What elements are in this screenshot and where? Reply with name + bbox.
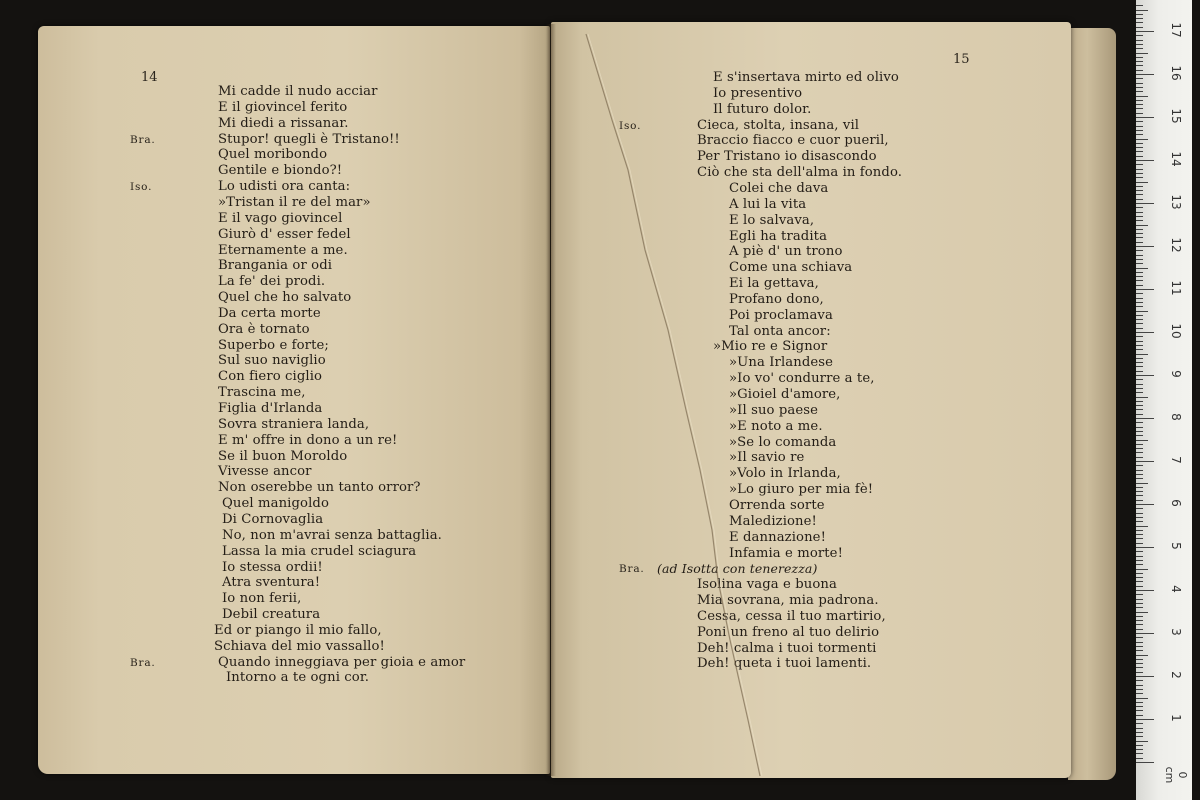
ruler-tick [1136, 706, 1143, 707]
ruler-tick [1136, 57, 1143, 58]
ruler-tick [1136, 676, 1154, 677]
ruler-tick [1136, 65, 1143, 66]
ruler-tick [1136, 358, 1143, 359]
ruler-tick [1136, 117, 1154, 118]
ruler-tick [1136, 147, 1143, 148]
ruler-tick [1136, 246, 1154, 247]
verse-line: E dannazione! [729, 529, 826, 545]
ruler-tick [1136, 663, 1143, 664]
ruler-tick [1136, 10, 1148, 11]
ruler-tick [1136, 732, 1143, 733]
ruler-tick [1136, 689, 1143, 690]
ruler-tick [1136, 199, 1143, 200]
ruler-tick [1136, 741, 1148, 742]
verse-line: Come una schiava [729, 260, 853, 276]
ruler-tick [1136, 225, 1148, 226]
ruler-tick [1136, 517, 1143, 518]
ruler-tick [1136, 753, 1143, 754]
ruler-tick [1136, 169, 1143, 170]
ruler-tick [1136, 448, 1143, 449]
verse-line: Cessa, cessa il tuo martirio, [697, 608, 886, 624]
ruler-tick [1136, 78, 1143, 79]
verse-line: Deh! queta i tuoi lamenti. [697, 656, 872, 672]
ruler-tick [1136, 104, 1143, 105]
verse-line: Io presentivo [713, 85, 803, 101]
ruler-tick [1136, 620, 1143, 621]
ruler-tick [1136, 603, 1143, 604]
ruler-tick [1136, 341, 1143, 342]
verse-line: E il vago giovincel [218, 210, 343, 226]
verse-line: Quel che ho salvato [218, 290, 352, 306]
verse-line: Trascina me, [218, 385, 306, 401]
verse-line: Mia sovrana, mia padrona. [697, 593, 879, 609]
verse-line: Braccio fiacco e cuor pueril, [697, 133, 889, 149]
ruler-tick [1136, 173, 1143, 174]
ruler-tick [1136, 336, 1143, 337]
ruler-number: 4 [1169, 585, 1183, 593]
ruler-tick [1136, 285, 1143, 286]
verse-line: Il futuro dolor. [713, 101, 812, 117]
ruler-tick [1136, 134, 1143, 135]
ruler-tick [1136, 758, 1143, 759]
ruler-tick [1136, 599, 1143, 600]
verse-line: »Tristan il re del mar» [218, 194, 371, 210]
ruler-tick [1136, 27, 1143, 28]
ruler-tick [1136, 48, 1143, 49]
speaker-label: Bra. [130, 133, 156, 146]
ruler-tick [1136, 427, 1143, 428]
ruler-tick [1136, 633, 1154, 634]
ruler-number: 6 [1169, 499, 1183, 507]
verse-line: A lui la vita [729, 196, 807, 212]
verse-line: Ei la gettava, [729, 276, 819, 292]
speaker-label: Bra. [619, 563, 645, 576]
ruler-tick [1136, 190, 1143, 191]
verse-line: Con fiero ciglio [218, 369, 323, 385]
verse-line: »Mio re e Signor [713, 339, 828, 355]
verse-line: Sovra straniera landa, [218, 416, 370, 432]
page-number-left: 14 [141, 70, 158, 85]
ruler-tick [1136, 186, 1143, 187]
ruler-tick [1136, 74, 1154, 75]
ruler-tick [1136, 526, 1148, 527]
verse-line: Eternamente a me. [218, 242, 348, 258]
ruler-tick [1136, 298, 1143, 299]
ruler-number: 14 [1169, 151, 1183, 167]
verse-line: Isolina vaga e buona [697, 577, 837, 593]
verse-line: »Volo in Irlanda, [729, 466, 841, 482]
ruler-tick [1136, 495, 1143, 496]
ruler-tick [1136, 207, 1143, 208]
ruler-number: 10 [1169, 323, 1183, 339]
ruler-tick [1136, 573, 1143, 574]
ruler-tick [1136, 328, 1143, 329]
ruler-tick [1136, 736, 1143, 737]
ruler-tick [1136, 302, 1143, 303]
ruler-label: 0 cm [1163, 766, 1189, 784]
verse-line: »E noto a me. [729, 418, 823, 434]
ruler-tick [1136, 276, 1143, 277]
verse-line: »Il savio re [729, 450, 805, 466]
ruler-tick [1136, 581, 1143, 582]
ruler-tick [1136, 113, 1143, 114]
ruler-tick [1136, 513, 1143, 514]
ruler-tick [1136, 508, 1143, 509]
ruler-tick [1136, 405, 1143, 406]
ruler-number: 16 [1169, 65, 1183, 81]
ruler-tick [1136, 642, 1143, 643]
ruler-number: 5 [1169, 542, 1183, 550]
ruler-tick [1136, 250, 1143, 251]
ruler-tick [1136, 474, 1143, 475]
ruler-tick [1136, 306, 1143, 307]
ruler-tick [1136, 233, 1143, 234]
verse-line: Se il buon Moroldo [218, 448, 348, 464]
verse-line: Ora è tornato [218, 321, 310, 337]
ruler-number: 13 [1169, 194, 1183, 210]
ruler-tick [1136, 414, 1143, 415]
ruler-tick [1136, 749, 1143, 750]
ruler-number: 7 [1169, 456, 1183, 464]
ruler-number: 8 [1169, 413, 1183, 421]
ruler-tick [1136, 371, 1143, 372]
ruler-tick [1136, 121, 1143, 122]
verse-line: Lo udisti ora canta: [218, 179, 351, 195]
ruler-tick [1136, 332, 1154, 333]
verse-line: Gentile e biondo?! [218, 163, 343, 179]
ruler-tick [1136, 547, 1154, 548]
speaker-label: Iso. [130, 181, 153, 194]
ruler-tick [1136, 130, 1143, 131]
ruler-tick [1136, 637, 1143, 638]
verse-line: E lo salvava, [729, 212, 815, 228]
ruler-tick [1136, 139, 1148, 140]
ruler-tick [1136, 259, 1143, 260]
ruler-tick [1136, 349, 1143, 350]
ruler-tick [1136, 440, 1148, 441]
ruler-number: 12 [1169, 237, 1183, 253]
ruler-tick [1136, 272, 1143, 273]
ruler-tick [1136, 293, 1143, 294]
ruler-tick [1136, 629, 1143, 630]
ruler-tick [1136, 422, 1143, 423]
verse-line: Poni un freno al tuo delirio [697, 624, 880, 640]
verse-line: Superbo e forte; [218, 337, 329, 353]
ruler-tick [1136, 483, 1148, 484]
ruler-tick [1136, 521, 1143, 522]
ruler-tick [1136, 35, 1143, 36]
ruler-tick [1136, 401, 1143, 402]
ruler-tick [1136, 160, 1154, 161]
ruler-tick [1136, 470, 1143, 471]
verse-line: Lassa la mia crudel sciagura [222, 543, 417, 559]
ruler-tick [1136, 194, 1143, 195]
verse-line: Poi proclamava [729, 307, 833, 323]
ruler-tick [1136, 452, 1143, 453]
verse-line: Sul suo naviglio [218, 353, 326, 369]
ruler-number: 3 [1169, 628, 1183, 636]
ruler-tick [1136, 397, 1148, 398]
ruler-tick [1136, 659, 1143, 660]
verse-line: Mi diedi a rissanar. [218, 115, 349, 131]
ruler-tick [1136, 728, 1143, 729]
ruler-tick [1136, 646, 1143, 647]
ruler-tick [1136, 87, 1143, 88]
ruler-number: 15 [1169, 108, 1183, 124]
ruler-tick [1136, 612, 1148, 613]
ruler-tick [1136, 461, 1154, 462]
ruler-tick [1136, 70, 1143, 71]
ruler-tick [1136, 500, 1143, 501]
verse-line: Io stessa ordii! [222, 559, 323, 575]
verse-line: Io non ferii, [222, 591, 302, 607]
verse-line: Mi cadde il nudo acciar [218, 84, 378, 99]
verse-line: Infamia e morte! [729, 545, 843, 561]
ruler-tick [1136, 534, 1143, 535]
right-page [551, 22, 1071, 778]
ruler-tick [1136, 478, 1143, 479]
ruler-tick [1136, 538, 1143, 539]
ruler-tick [1136, 594, 1143, 595]
ruler-tick [1136, 491, 1143, 492]
ruler-tick [1136, 91, 1143, 92]
ruler-tick [1136, 323, 1143, 324]
ruler-tick [1136, 96, 1148, 97]
ruler-tick [1136, 263, 1143, 264]
ruler-tick [1136, 444, 1143, 445]
ruler-tick [1136, 607, 1143, 608]
ruler-tick [1136, 319, 1143, 320]
ruler-tick [1136, 83, 1143, 84]
ruler-tick [1136, 44, 1143, 45]
ruler-tick [1136, 672, 1143, 673]
verse-line: La fe' dei prodi. [218, 274, 326, 290]
ruler-tick [1136, 624, 1143, 625]
verse-line: Ed or piango il mio fallo, [214, 622, 382, 638]
ruler-tick [1136, 108, 1143, 109]
ruler-tick [1136, 564, 1143, 565]
speaker-label: Bra. [130, 656, 156, 669]
book-gutter [546, 24, 556, 776]
ruler-tick [1136, 311, 1148, 312]
verse-line: Per Tristano io disascondo [697, 149, 877, 165]
ruler-tick [1136, 487, 1143, 488]
ruler-tick [1136, 237, 1143, 238]
ruler-tick [1136, 719, 1154, 720]
verse-line: Quel moribondo [218, 147, 328, 163]
ruler-tick [1136, 655, 1148, 656]
measuring-ruler [1136, 0, 1192, 800]
verse-line: Debil creatura [222, 607, 321, 623]
ruler-tick [1136, 40, 1143, 41]
ruler-tick [1136, 465, 1143, 466]
ruler-tick [1136, 693, 1143, 694]
ruler-tick [1136, 569, 1148, 570]
ruler-tick [1136, 667, 1143, 668]
ruler-tick [1136, 53, 1148, 54]
ruler-tick [1136, 723, 1143, 724]
ruler-tick [1136, 151, 1143, 152]
ruler-tick [1136, 100, 1143, 101]
ruler-number: 9 [1169, 370, 1183, 378]
verse-line: E m' offre in dono a un re! [218, 432, 398, 448]
ruler-tick [1136, 616, 1143, 617]
ruler-tick [1136, 590, 1154, 591]
verse-line: Da certa morte [218, 305, 321, 321]
ruler-tick [1136, 61, 1143, 62]
ruler-tick [1136, 143, 1143, 144]
ruler-tick [1136, 268, 1148, 269]
verse-line: Di Cornovaglia [222, 511, 324, 527]
ruler-tick [1136, 126, 1143, 127]
ruler-tick [1136, 457, 1143, 458]
verse-line: Ciò che sta dell'alma in fondo. [697, 165, 903, 181]
verse-line: Quel manigoldo [222, 496, 329, 512]
page-number-right: 15 [953, 52, 970, 67]
ruler-tick [1136, 22, 1143, 23]
ruler-tick [1136, 375, 1154, 376]
verse-line: »Il suo paese [729, 402, 819, 418]
ruler-tick [1136, 164, 1143, 165]
verse-line: Giurò d' esser fedel [218, 226, 351, 242]
book-edge [1068, 28, 1116, 780]
ruler-tick [1136, 680, 1143, 681]
verse-line: E s'insertava mirto ed olivo [713, 70, 899, 85]
ruler-tick [1136, 14, 1143, 15]
verse-line: »Gioiel d'amore, [729, 387, 841, 402]
ruler-number: 2 [1169, 671, 1183, 679]
ruler-tick [1136, 216, 1143, 217]
verse-line: Figlia d'Irlanda [218, 401, 323, 416]
verse-line: Orrenda sorte [729, 497, 825, 513]
ruler-tick [1136, 543, 1143, 544]
ruler-number: 1 [1169, 714, 1183, 722]
verse-line: Intorno a te ogni cor. [226, 670, 370, 686]
ruler-tick [1136, 698, 1148, 699]
ruler-tick [1136, 530, 1143, 531]
ruler-tick [1136, 384, 1143, 385]
verse-line: Vivesse ancor [218, 464, 312, 480]
ruler-tick [1136, 255, 1143, 256]
left-page [38, 26, 550, 774]
ruler-tick [1136, 745, 1143, 746]
ruler-tick [1136, 182, 1148, 183]
ruler-tick [1136, 289, 1154, 290]
verse-line: »Lo giuro per mia fè! [729, 482, 874, 498]
ruler-tick [1136, 362, 1143, 363]
ruler-tick [1136, 212, 1143, 213]
ruler-tick [1136, 156, 1143, 157]
verse-line: Cieca, stolta, insana, vil [697, 117, 860, 133]
ruler-tick [1136, 366, 1143, 367]
verse-line: Egli ha tradita [729, 228, 828, 244]
ruler-tick [1136, 242, 1143, 243]
verse-line: Brangania or odi [218, 258, 333, 274]
ruler-tick [1136, 577, 1143, 578]
ruler-tick [1136, 435, 1143, 436]
ruler-tick [1136, 18, 1143, 19]
verse-line: A piè d' un trono [729, 244, 843, 260]
ruler-number: 17 [1169, 22, 1183, 38]
ruler-tick [1136, 31, 1154, 32]
ruler-tick [1136, 556, 1143, 557]
ruler-tick [1136, 715, 1143, 716]
ruler-tick [1136, 354, 1148, 355]
verse-line: Colei che dava [729, 180, 829, 196]
ruler-tick [1136, 702, 1143, 703]
ruler-tick [1136, 229, 1143, 230]
ruler-tick [1136, 5, 1143, 6]
ruler-tick [1136, 762, 1154, 763]
ruler-tick [1136, 392, 1143, 393]
ruler-tick [1136, 409, 1143, 410]
verse-line: Profano dono, [729, 291, 824, 307]
stage-direction: (ad Isotta con tenerezza) [657, 561, 818, 577]
ruler-tick [1136, 586, 1143, 587]
ruler-tick [1136, 551, 1143, 552]
ruler-tick [1136, 379, 1143, 380]
ruler-tick [1136, 685, 1143, 686]
ruler-tick [1136, 431, 1143, 432]
ruler-tick [1136, 203, 1154, 204]
verse-line: No, non m'avrai senza battaglia. [222, 527, 442, 543]
ruler-number: 11 [1169, 280, 1183, 296]
verse-line: Atra sventura! [222, 575, 321, 591]
verse-line: Schiava del mio vassallo! [214, 638, 385, 654]
verse-line: »Io vo' condurre a te, [729, 371, 875, 387]
ruler-tick [1136, 418, 1154, 419]
verse-line: »Se lo comanda [729, 434, 837, 450]
verse-line: Deh! calma i tuoi tormenti [697, 640, 877, 656]
verse-line: Quando inneggiava per gioia e amor [218, 654, 466, 670]
ruler-tick [1136, 345, 1143, 346]
ruler-tick [1136, 388, 1143, 389]
ruler-tick [1136, 220, 1143, 221]
ruler-tick [1136, 504, 1154, 505]
verse-line: E il giovincel ferito [218, 99, 348, 115]
verse-line: Non oserebbe un tanto orror? [218, 480, 421, 496]
ruler-tick [1136, 315, 1143, 316]
ruler-tick [1136, 177, 1143, 178]
ruler-tick [1136, 560, 1143, 561]
verse-line: »Una Irlandese [729, 355, 834, 371]
verse-line: Maledizione! [729, 513, 817, 529]
ruler-tick [1136, 650, 1143, 651]
verse-line: Stupor! quegli è Tristano!! [218, 131, 400, 147]
verse-line: Tal onta ancor: [729, 323, 831, 339]
ruler-tick [1136, 710, 1143, 711]
speaker-label: Iso. [619, 119, 642, 132]
ruler-tick [1136, 280, 1143, 281]
